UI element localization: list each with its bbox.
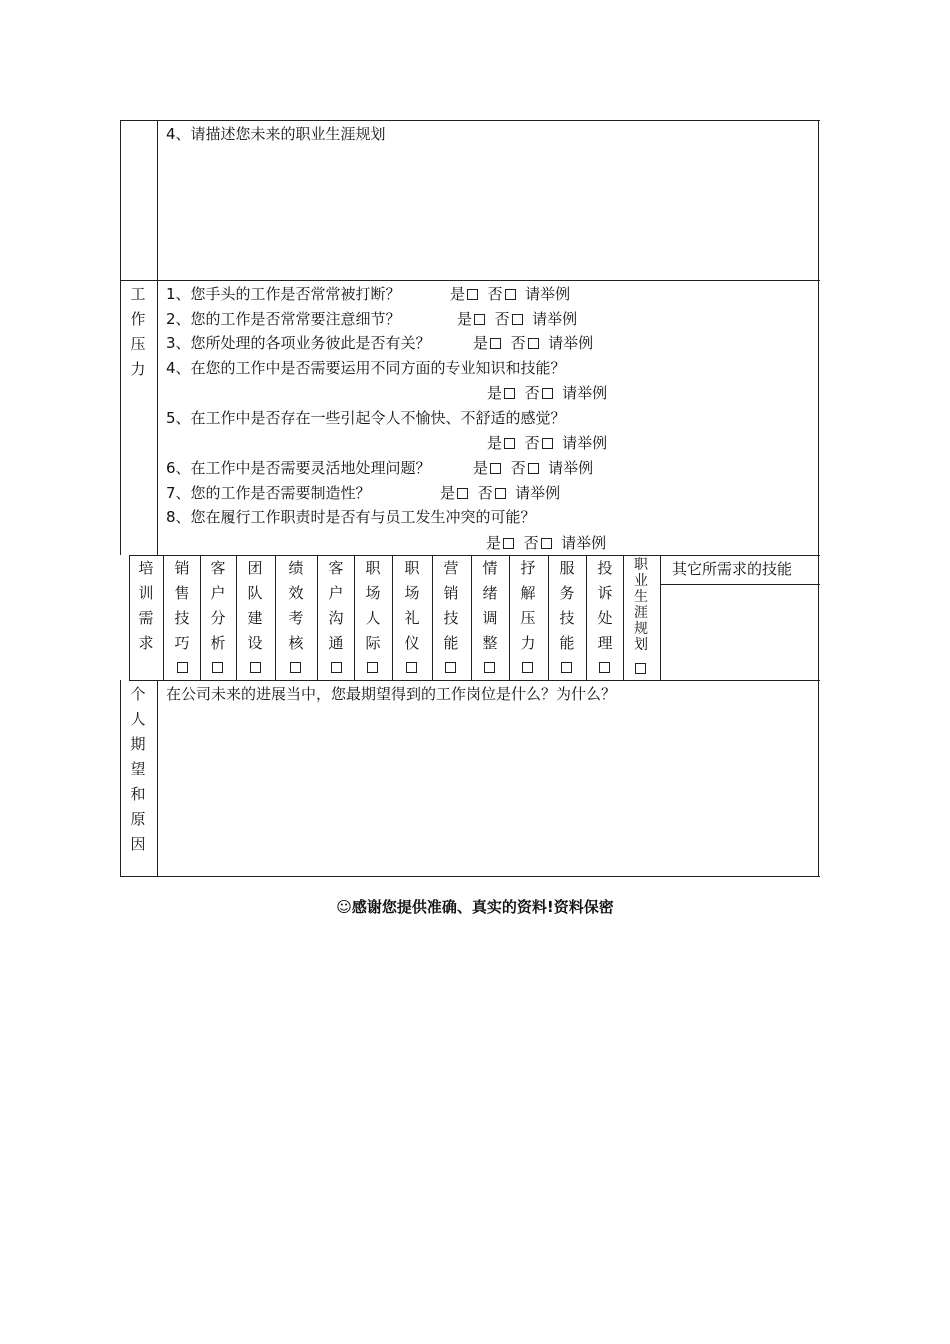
example-label: 请举例 bbox=[532, 310, 578, 328]
label-char: 培 bbox=[138, 559, 154, 577]
pressure-question-4: 4、在您的工作中是否需要运用不同方面的专业知识和技能？ bbox=[166, 359, 566, 377]
no-checkbox[interactable] bbox=[541, 538, 552, 549]
skill-complaint-handling: 投 诉 处 理 bbox=[597, 559, 613, 652]
label-char: 原 bbox=[130, 810, 146, 828]
yes-checkbox[interactable] bbox=[490, 463, 501, 474]
skill-career-planning: 职 业 生 涯 规 划 bbox=[634, 557, 648, 653]
pressure-answer-8 bbox=[486, 536, 606, 551]
skill-performance-review: 绩 效 考 核 bbox=[288, 559, 304, 652]
col-divider bbox=[200, 555, 201, 680]
skill-service: 服 务 技 能 bbox=[559, 559, 575, 652]
no-label: 否 bbox=[524, 434, 540, 452]
career-plan-answer-area[interactable] bbox=[158, 150, 816, 278]
yes-label: 是 bbox=[457, 310, 473, 328]
table-right-border bbox=[818, 120, 819, 555]
example-label: 请举例 bbox=[562, 434, 608, 452]
no-label: 否 bbox=[477, 484, 493, 502]
pressure-answer-5 bbox=[487, 436, 607, 451]
other-skills-header: 其它所需求的技能 bbox=[672, 560, 793, 578]
label-char: 作 bbox=[130, 310, 146, 328]
label-char: 需 bbox=[138, 609, 154, 627]
career-plan-question: 4、请描述您未来的职业生涯规划 bbox=[166, 125, 386, 143]
work-pressure-divider bbox=[157, 280, 158, 555]
skill-workplace-etiquette: 职 场 礼 仪 bbox=[404, 559, 420, 652]
no-label: 否 bbox=[487, 285, 503, 303]
no-checkbox[interactable] bbox=[528, 463, 539, 474]
skill-workplace-relations: 职 场 人 际 bbox=[365, 559, 381, 652]
pressure-question-2: 2、您的工作是否常常要注意细节？ bbox=[166, 310, 401, 328]
col-divider bbox=[392, 555, 393, 680]
expectation-answer-area[interactable] bbox=[158, 710, 816, 874]
pressure-answer-4 bbox=[487, 386, 607, 401]
training-left-border bbox=[129, 555, 130, 680]
yes-label: 是 bbox=[473, 334, 489, 352]
skill-checkbox[interactable] bbox=[290, 662, 301, 673]
col-divider bbox=[623, 555, 624, 680]
example-label: 请举例 bbox=[515, 484, 561, 502]
label-char: 人 bbox=[130, 710, 146, 728]
table-top-border bbox=[120, 120, 820, 121]
pressure-question-8: 8、您在履行工作职责时是否有与员工发生冲突的可能？ bbox=[166, 508, 536, 526]
col-divider bbox=[586, 555, 587, 680]
skill-checkbox[interactable] bbox=[635, 663, 646, 674]
example-label: 请举例 bbox=[562, 384, 608, 402]
no-label: 否 bbox=[510, 334, 526, 352]
col-divider bbox=[236, 555, 237, 680]
training-label bbox=[136, 561, 156, 661]
pressure-answer-1 bbox=[450, 287, 570, 302]
yes-label: 是 bbox=[487, 384, 503, 402]
no-checkbox[interactable] bbox=[505, 289, 516, 300]
yes-checkbox[interactable] bbox=[467, 289, 478, 300]
col-divider bbox=[163, 555, 164, 680]
no-checkbox[interactable] bbox=[542, 438, 553, 449]
training-top-border bbox=[129, 555, 820, 556]
no-checkbox[interactable] bbox=[495, 488, 506, 499]
skill-customer-communication: 客 户 沟 通 bbox=[328, 559, 344, 652]
label-char: 求 bbox=[138, 634, 154, 652]
label-char: 期 bbox=[130, 735, 146, 753]
skill-checkbox[interactable] bbox=[522, 662, 533, 673]
expectation-left-border bbox=[120, 680, 121, 876]
label-char: 工 bbox=[130, 285, 146, 303]
expectation-question: 在公司未来的进展当中，您最期望得到的工作岗位是什么？为什么？ bbox=[166, 685, 617, 703]
expectation-right-border bbox=[818, 680, 819, 876]
skill-emotion-adjustment: 情 绪 调 整 bbox=[482, 559, 498, 652]
pressure-question-3: 3、您所处理的各项业务彼此是否有关？ bbox=[166, 334, 431, 352]
col-divider bbox=[432, 555, 433, 680]
skill-checkbox[interactable] bbox=[177, 662, 188, 673]
skill-checkbox[interactable] bbox=[406, 662, 417, 673]
skill-customer-analysis: 客 户 分 析 bbox=[210, 559, 226, 652]
skill-checkbox[interactable] bbox=[599, 662, 610, 673]
skill-checkbox[interactable] bbox=[212, 662, 223, 673]
yes-label: 是 bbox=[450, 285, 466, 303]
example-label: 请举例 bbox=[525, 285, 571, 303]
col-divider bbox=[317, 555, 318, 680]
work-pressure-label bbox=[128, 287, 148, 387]
skill-checkbox[interactable] bbox=[367, 662, 378, 673]
yes-checkbox[interactable] bbox=[503, 538, 514, 549]
yes-label: 是 bbox=[487, 434, 503, 452]
training-bottom-border bbox=[129, 680, 820, 681]
col-divider bbox=[275, 555, 276, 680]
col-divider bbox=[471, 555, 472, 680]
other-skills-input[interactable] bbox=[662, 586, 817, 679]
example-label: 请举例 bbox=[561, 534, 607, 552]
career-plan-bottom-border bbox=[120, 280, 820, 281]
label-char: 因 bbox=[130, 835, 146, 853]
yes-checkbox[interactable] bbox=[490, 338, 501, 349]
expectation-label bbox=[128, 687, 148, 862]
table-left-border bbox=[120, 120, 121, 555]
label-char: 训 bbox=[138, 584, 154, 602]
col-divider bbox=[548, 555, 549, 680]
yes-label: 是 bbox=[486, 534, 502, 552]
no-label: 否 bbox=[523, 534, 539, 552]
pressure-question-6: 6、在工作中是否需要灵活地处理问题？ bbox=[166, 459, 431, 477]
training-right-border bbox=[818, 555, 819, 680]
footer-note: ☺感谢您提供准确、真实的资料!资料保密 bbox=[336, 898, 614, 916]
table-bottom-border bbox=[120, 876, 820, 877]
skill-team-building: 团 队 建 设 bbox=[247, 559, 263, 652]
skill-checkbox[interactable] bbox=[331, 662, 342, 673]
pressure-question-7: 7、您的工作是否需要制造性？ bbox=[166, 484, 371, 502]
pressure-answer-3 bbox=[473, 336, 593, 351]
no-checkbox[interactable] bbox=[512, 314, 523, 325]
label-char: 力 bbox=[130, 360, 146, 378]
skill-checkbox[interactable] bbox=[445, 662, 456, 673]
yes-checkbox[interactable] bbox=[504, 438, 515, 449]
pressure-answer-7 bbox=[440, 486, 560, 501]
label-char: 压 bbox=[130, 335, 146, 353]
example-label: 请举例 bbox=[548, 334, 594, 352]
pressure-answer-6 bbox=[473, 461, 593, 476]
label-char: 个 bbox=[130, 685, 146, 703]
skill-checkbox[interactable] bbox=[250, 662, 261, 673]
skill-marketing: 营 销 技 能 bbox=[443, 559, 459, 652]
skill-sales-technique: 销 售 技 巧 bbox=[174, 559, 190, 652]
skill-checkbox[interactable] bbox=[561, 662, 572, 673]
skill-stress-relief: 抒 解 压 力 bbox=[520, 559, 536, 652]
pressure-answer-2 bbox=[457, 312, 577, 327]
no-label: 否 bbox=[524, 384, 540, 402]
yes-checkbox[interactable] bbox=[457, 488, 468, 499]
yes-label: 是 bbox=[473, 459, 489, 477]
col-divider bbox=[660, 555, 661, 680]
pressure-question-5: 5、在工作中是否存在一些引起令人不愉快、不舒适的感觉？ bbox=[166, 409, 566, 427]
no-checkbox[interactable] bbox=[542, 388, 553, 399]
col-divider bbox=[509, 555, 510, 680]
label-char: 和 bbox=[130, 785, 146, 803]
no-label: 否 bbox=[510, 459, 526, 477]
label-char: 望 bbox=[130, 760, 146, 778]
yes-checkbox[interactable] bbox=[504, 388, 515, 399]
skill-checkbox[interactable] bbox=[484, 662, 495, 673]
col-divider bbox=[354, 555, 355, 680]
other-skills-divider bbox=[660, 584, 820, 585]
no-checkbox[interactable] bbox=[528, 338, 539, 349]
example-label: 请举例 bbox=[548, 459, 594, 477]
no-label: 否 bbox=[494, 310, 510, 328]
pressure-question-1: 1、您手头的工作是否常常被打断？ bbox=[166, 285, 401, 303]
yes-checkbox[interactable] bbox=[474, 314, 485, 325]
yes-label: 是 bbox=[440, 484, 456, 502]
